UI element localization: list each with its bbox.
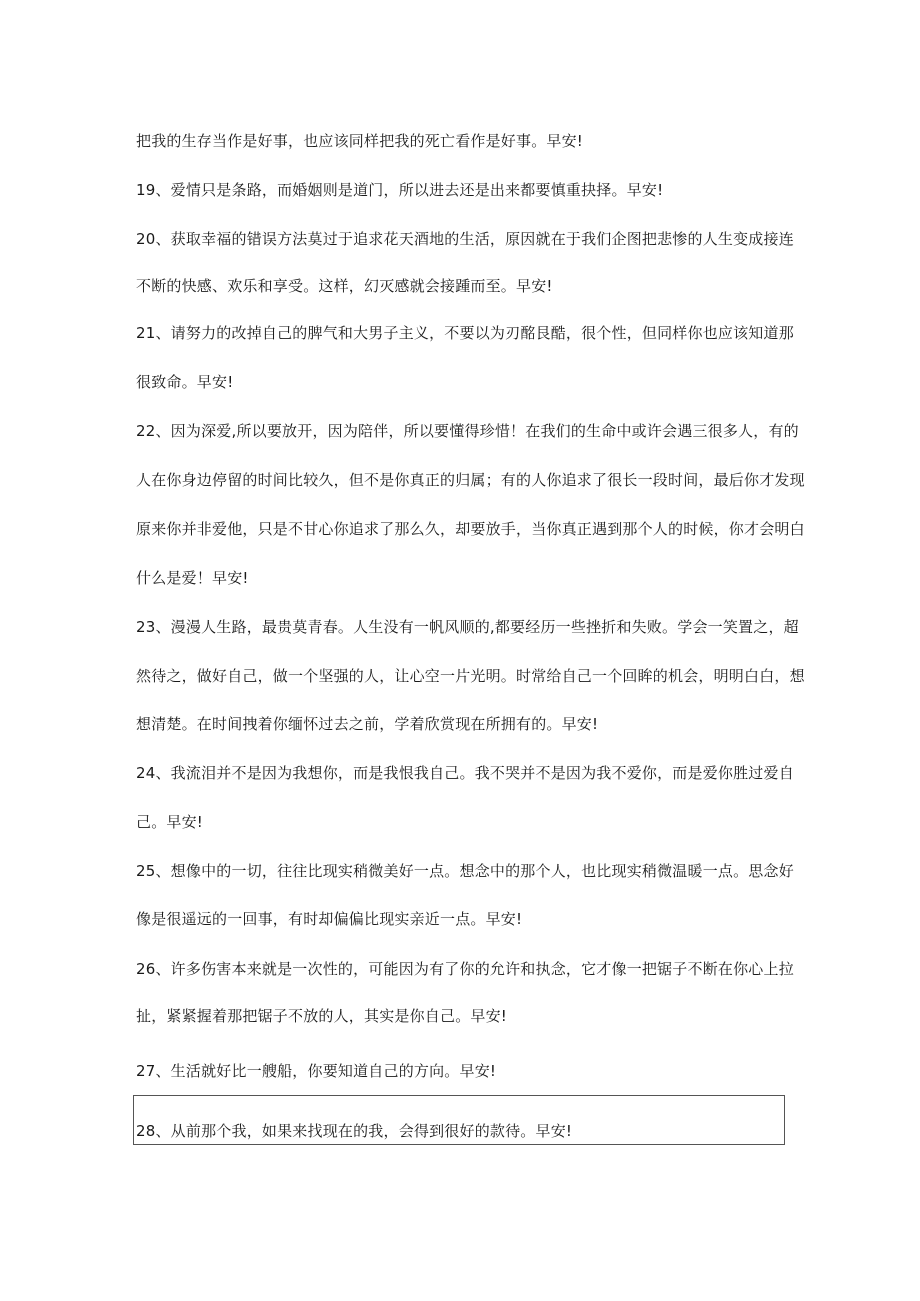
text-line: 原来你并非爱他，只是不甘心你追求了那么久，却要放手，当你真正遇到那个人的时候，你才会明白 [136, 520, 805, 538]
text-line: 把我的生存当作是好事，也应该同样把我的死亡看作是好事。早安! [136, 132, 584, 150]
text-line: 扯，紧紧握着那把锯子不放的人，其实是你自己。早安! [136, 1007, 508, 1025]
text-line: 27、生活就好比一艘船，你要知道自己的方向。早安! [136, 1062, 497, 1080]
text-line: 19、爱情只是条路，而婚姻则是道门，所以进去还是出来都要慎重抉择。早安! [136, 181, 664, 199]
text-line: 人在你身边停留的时间比较久，但不是你真正的归属；有的人你追求了很长一段时间，最后你才发现 [136, 471, 805, 489]
text-line: 20、获取幸福的错误方法莫过于追求花天酒地的生活，原因就在于我们企图把悲惨的人生变成接连 [136, 230, 794, 248]
text-line: 不断的快感、欢乐和享受。这样，幻灭感就会接踵而至。早安! [136, 277, 553, 295]
text-line: 21、请努力的改掉自己的脾气和大男子主义，不要以为刃酩艮酷，很个性，但同样你也应该知道那 [136, 324, 794, 342]
text-line: 24、我流泪并不是因为我想你，而是我恨我自己。我不哭并不是因为我不爱你，而是爱你胜过爱自 [136, 764, 794, 782]
text-line: 28、从前那个我，如果来找现在的我，会得到很好的款待。早安! [136, 1122, 573, 1140]
text-line: 很致命。早安! [136, 373, 234, 391]
text-line: 然待之，做好自己，做一个坚强的人，让心空一片光明。时常给自己一个回眸的机会，明明白白，想 [136, 667, 805, 685]
text-line: 什么是爱！早安! [136, 569, 249, 587]
text-line: 想清楚。在时间拽着你缅怀过去之前，学着欣赏现在所拥有的。早安! [136, 715, 599, 733]
boxed-paragraph [133, 1095, 785, 1145]
text-line: 己。早安! [136, 813, 204, 831]
text-line: 像是很遥远的一回事，有时却偏偏比现实亲近一点。早安! [136, 910, 523, 928]
text-line: 22、因为深爱,所以要放开，因为陪伴，所以要懂得珍惜！在我们的生命中或许会遇三很多人，有的 [136, 422, 799, 440]
text-line: 26、许多伤害本来就是一次性的，可能因为有了你的允许和执念，它才像一把锯子不断在你心上拉 [136, 960, 794, 978]
text-line: 25、想像中的一切，往往比现实稍微美好一点。想念中的那个人，也比现实稍微温暖一点。思念好 [136, 862, 794, 880]
text-line: 23、漫漫人生路，最贵莫青春。人生没有一帆风顺的,都要经历一些挫折和失败。学会一笑置之，超 [136, 618, 799, 636]
